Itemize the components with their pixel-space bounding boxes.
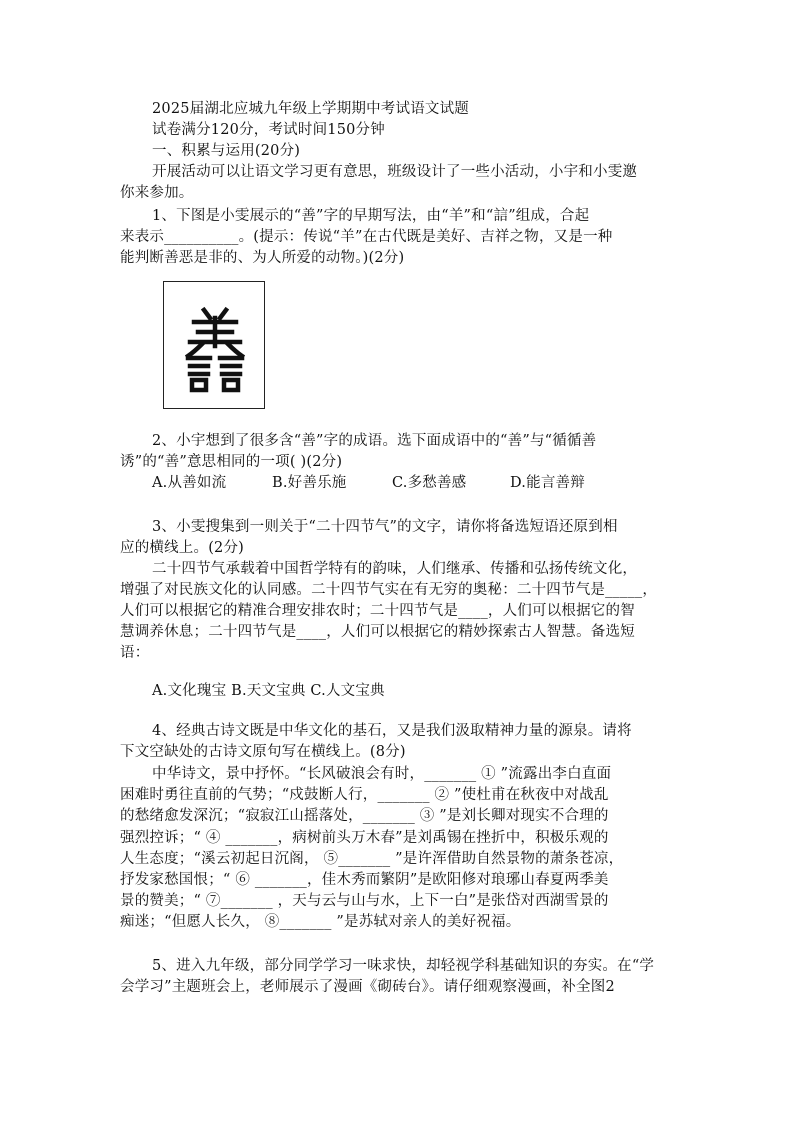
q4-line-10: 痴迷；“但愿人长久， ⑧_______ ”是苏轼对亲人的美好祝福。 xyxy=(120,914,521,930)
q2-option-b: B.好善乐施 xyxy=(272,475,347,491)
q1-line-1: 1、下图是小雯展示的“善”字的早期写法，由“羊”和“誩”组成，合起 xyxy=(152,208,590,224)
intro-line-1: 开展活动可以让语文学习更有意思，班级设计了一些小活动，小宇和小雯邀 xyxy=(152,164,638,180)
q4-line-7: 人生态度；“溪云初起日沉阁， ⑤_______ ”是许浑借助自然景物的萧条苍凉， xyxy=(120,851,624,867)
q2-option-a: A.从善如流 xyxy=(152,475,227,491)
q3-line-7: 语： xyxy=(120,645,150,661)
q5-line-1: 5、进入九年级，部分同学学习一味求快，却轻视学科基础知识的夯实。在“学 xyxy=(152,958,655,974)
q2-option-c: C.多愁善感 xyxy=(392,475,467,491)
q3-line-3: 二十四节气承载着中国哲学特有的韵味，人们继承、传播和弘扬传统文化， xyxy=(152,561,638,577)
q3-line-2: 应的横线上。(2分) xyxy=(120,540,245,556)
q4-line-2: 下文空缺处的古诗文原句写在横线上。(8分) xyxy=(120,744,406,760)
q2-line-2: 诱”的“善”意思相同的一项( )(2分) xyxy=(120,454,343,470)
q4-line-5: 的愁绪愈发深沉；“寂寂江山摇落处，_______ ③ ”是刘长卿对现实不合理的 xyxy=(120,808,609,824)
q4-line-3: 中华诗文，景中抒怀。“长风破浪会有时，_______ ① ”流露出李白直面 xyxy=(152,766,612,782)
section-heading: 一、积累与运用(20分) xyxy=(152,143,301,159)
exam-title: 2025届湖北应城九年级上学期期中考试语文试题 xyxy=(152,101,469,117)
q4-line-4: 困难时勇往直前的气势；“戍鼓断人行，_______ ② ”使杜甫在秋夜中对战乱 xyxy=(120,787,609,803)
q2-option-d: D.能言善辩 xyxy=(510,475,585,491)
q4-line-6: 强烈控诉；“ ④ _______，病树前头万木春”是刘禹锡在挫折中，积极乐观的 xyxy=(120,830,609,846)
q3-line-5: 人们可以根据它的精准合理安排农时；二十四节气是____，人们可以根据它的智 xyxy=(120,603,635,619)
q3-line-1: 3、小雯搜集到一则关于“二十四节气”的文字，请你将备选短语还原到相 xyxy=(152,519,618,535)
exam-subtitle: 试卷满分120分，考试时间150分钟 xyxy=(152,122,385,138)
intro-line-2: 你来参加。 xyxy=(120,185,194,201)
q4-line-8: 抒发家愁国恨；“ ⑥ _______，佳木秀而繁阴”是欧阳修对琅琊山春夏两季美 xyxy=(120,872,609,888)
q1-line-3: 能判断善恶是非的、为人所爱的动物。)(2分) xyxy=(120,250,405,266)
q2-line-1: 2、小宇想到了很多含“善”字的成语。选下面成语中的“善”与“循循善 xyxy=(152,433,597,449)
seal-character-image xyxy=(163,281,265,409)
q3-options: A.文化瑰宝 B.天文宝典 C.人文宝典 xyxy=(152,683,385,699)
q4-line-9: 景的赞美；“ ⑦_______ ，天与云与山与水，上下一白”是张岱对西湖雪景的 xyxy=(120,893,609,909)
q4-line-1: 4、经典古诗文既是中华文化的基石，又是我们汲取精神力量的源泉。请将 xyxy=(152,723,632,739)
q1-line-2: 来表示__________。(提示：传说“羊”在古代既是美好、吉祥之物，又是一种 xyxy=(120,229,613,245)
q3-line-6: 慧调养休息；二十四节气是____，人们可以根据它的精妙探索古人智慧。备选短 xyxy=(120,624,635,640)
q3-line-4: 增强了对民族文化的认同感。二十四节气实在有无穷的奥秘：二十四节气是_____， xyxy=(120,582,658,598)
seal-glyph-icon xyxy=(164,282,266,410)
q5-line-2: 会学习”主题班会上，老师展示了漫画《砌砖台》。请仔细观察漫画，补全图2 xyxy=(120,979,615,995)
